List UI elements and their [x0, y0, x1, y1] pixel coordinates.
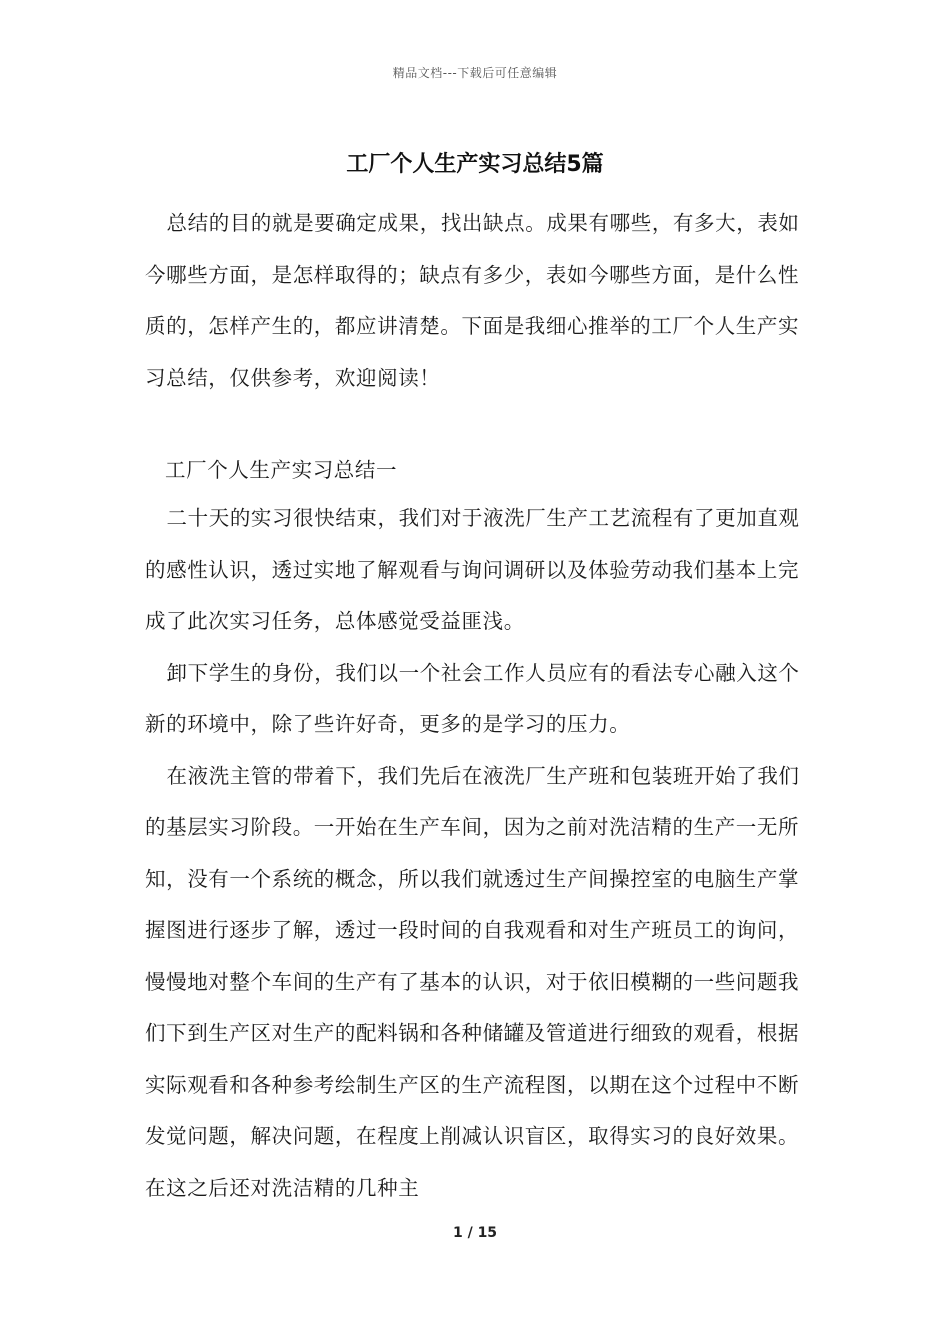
intro-paragraph: 总结的目的就是要确定成果，找出缺点。成果有哪些，有多大，表如今哪些方面，是怎样取得的；缺点有多少，表如今哪些方面，是什么性质的，怎样产生的，都应讲清楚。下面是我细心推举的工厂个人生产实习总结，仅供参考，欢迎阅读！: [145, 211, 800, 390]
page-total: 15: [477, 1225, 498, 1241]
page-footer: [0, 1225, 950, 1241]
body-paragraph-1: 二十天的实习很快结束，我们对于液洗厂生产工艺流程有了更加直观的感性认识，透过实地了解观看与询问调研以及体验劳动我们基本上完成了此次实习任务，总体感觉受益匪浅。: [145, 506, 800, 633]
document-title: 工厂个人生产实习总结5篇: [346, 152, 604, 177]
section-title: 工厂个人生产实习总结一: [165, 458, 398, 482]
body-paragraph-2: 卸下学生的身份，我们以一个社会工作人员应有的看法专心融入这个新的环境中，除了些许好奇，更多的是学习的压力。: [145, 660, 800, 736]
page-header: 精品文档---下载后可任意编辑: [392, 66, 558, 80]
section-body: [145, 493, 810, 1214]
page-number: 1: [452, 1225, 463, 1241]
page-separator: /: [467, 1225, 473, 1241]
intro-block: [145, 198, 810, 404]
body-paragraph-3: 在液洗主管的带着下，我们先后在液洗厂生产班和包装班开始了我们的基层实习阶段。一开始在生产车间，因为之前对洗洁精的生产一无所知，没有一个系统的概念，所以我们就透过生产间操控室的电脑生产掌握图进行逐步了解，透过一段时间的自我观看和对生产班员工的询问，慢慢地对整个车间的生产有了基本的认识，对于依旧模糊的一些问题我们下到生产区对生产的配料锅和各种储罐及管道进行细致的观看，根据实际观看和各种参考绘制生产区的生产流程图，以期在这个过程中不断发觉问题，解决问题，在程度上削减认识盲区，取得实习的良好效果。在这之后还对洗洁精的几种主: [145, 763, 800, 1200]
